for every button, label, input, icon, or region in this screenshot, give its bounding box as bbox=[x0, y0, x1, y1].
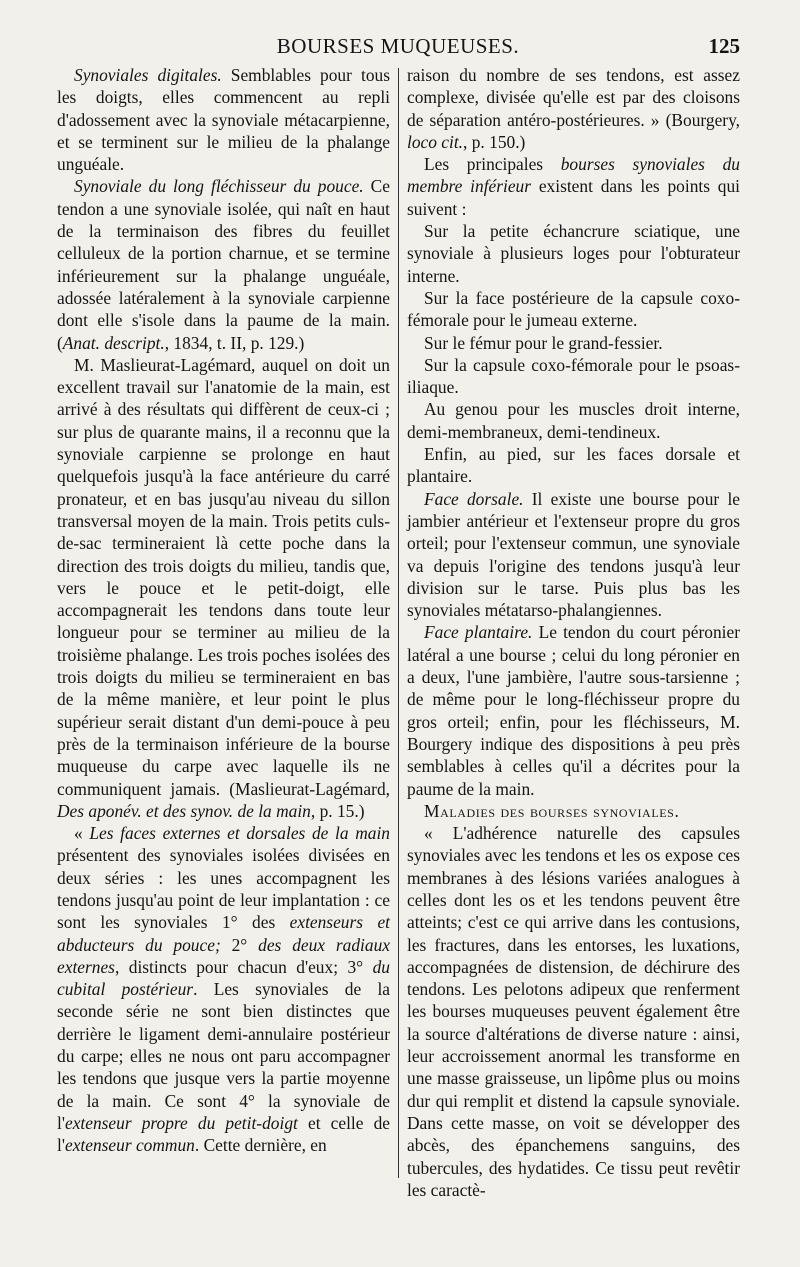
quote-mark: « bbox=[74, 823, 90, 844]
section-title: Face plantaire. bbox=[424, 622, 533, 643]
paragraph bbox=[57, 354, 390, 822]
running-header bbox=[56, 34, 740, 62]
paragraph bbox=[407, 64, 740, 153]
citation-detail: , p. 150.) bbox=[463, 131, 526, 152]
emphasis: extenseurs et abducteurs du pouce; bbox=[57, 912, 390, 955]
right-column bbox=[407, 64, 740, 1201]
column-divider bbox=[398, 68, 399, 1178]
heading-text: Maladies des bourses synoviales. bbox=[424, 800, 680, 821]
citation: Des aponév. et des synov. de la main bbox=[57, 800, 311, 821]
paragraph-text: Les principales bbox=[424, 154, 561, 175]
paragraph-text: Ce tendon a une synoviale isolée, qui naît en haut de la terminaison des fibres du feuillet celluleux de la portion charnue, et se termine inférieurement sur la phalange unguéale, adossée latéralement à la synoviale carpienne dont elle s'isole dans la paume de la main. ( bbox=[57, 176, 390, 353]
emphasis: extenseur commun bbox=[64, 1135, 195, 1156]
list-item: Sur la face postérieure de la capsule coxo-fémorale pour le jumeau externe. bbox=[407, 287, 740, 331]
running-title: BOURSES MUQUEUSES. bbox=[276, 34, 520, 58]
paragraph-text: Il existe une bourse pour le jambier antérieur et l'extenseur propre du gros orteil; pour l'extenseur commun, une synoviale va depuis l'origine des tendons jusqu'à leur division sur le tarse. Puis plus bas les synoviales métatarso-phalangiennes. bbox=[407, 488, 740, 621]
section-title: Face dorsale. bbox=[424, 488, 524, 509]
list-item: Sur le fémur pour le grand-fessier. bbox=[424, 332, 663, 353]
paragraph-text: Le tendon du court péronier latéral a une bourse ; celui du long péronier en a deux, l'une jambière, l'autre sous-tarsienne ; de même pour le long-fléchisseur propre du gros orteil; enfin, pour les fléchisseurs, M. Bourgery indique des dispositions à peu près semblables à celles qu'il a décrites pour la paume de la main. bbox=[407, 622, 740, 799]
section-heading bbox=[407, 800, 740, 822]
paragraph-text: raison du nombre de ses tendons, est assez complexe, divisée qu'elle est par des cloisons de séparation antéro-postérieures. » (Bourgery, bbox=[407, 65, 740, 130]
paragraph bbox=[407, 488, 740, 622]
paragraph-text: 2° bbox=[220, 934, 259, 955]
paragraph-text: et celle de l' bbox=[57, 1112, 390, 1156]
paragraph bbox=[57, 822, 390, 1156]
paragraph: « L'adhérence naturelle des capsules synoviales avec les tendons et les os expose ces membranes à des lésions variées analogues à celles dont les os et les tendons peuvent être atteints; c'est ce qui arrive dans les contusions, les fractures, dans les entorses, les luxations, accompagnées de distension, de déchirure des tendons. Les pelotons adipeux que renferment les bourses muqueuses peuvent également être la source d'altérations de diverse nature : ainsi, leur accroissement anormal les transforme en une masse graisseuse, un lipôme plus ou moins dur qui remplit et distend la capsule synoviale. Dans cette masse, on voit se développer des abcès, des épanchemens sanguins, des tubercules, des hydatides. Ce tissu peut revêtir les caractè- bbox=[407, 823, 740, 1200]
section-title: Synoviale du long fléchisseur du pouce. bbox=[74, 176, 364, 197]
citation: loco cit. bbox=[407, 131, 464, 152]
paragraph-text: M. Maslieurat-Lagémard, auquel on doit un excellent travail sur l'anatomie de la main, est arrivé à des résultats qui diffèrent de ceux-ci ; sur plus de quarante mains, il a reconnu que la synoviale carpienne se prolonge en haut quelquefois jusqu'à la face antérieure du carré pronateur, et en bas jusqu'au niveau du sillon transversal moyen de la main. Trois petits culs-de-sac termineraient là cette poche dans la direction des trois doigts du milieu, tandis que, vers le pouce et le petit-doigt, elle accompagnerait les tendons dans toute leur longueur pour se terminer au milieu de la troisième phalange. Les trois poches isolées des trois doigts du milieu se termineraient en bas de la même manière, et leur point le plus supérieur serait distant d'un demi-pouce à peu près de la terminaison inférieure de la bourse muqueuse du carpe avec laquelle ils ne communiquent jamais. (Maslieurat-Lagémard, bbox=[57, 354, 390, 799]
paragraph-text: , distincts pour chacun d'eux; 3° bbox=[114, 956, 373, 977]
emphasis: du cubital postérieur bbox=[57, 956, 390, 1000]
section-title: Les faces externes et dorsales de la main bbox=[89, 823, 390, 844]
paragraph-text: présentent des synoviales isolées divisées en deux séries : les unes accompagnent les tendons jusqu'au point de leur implantation : ce sont les synoviales 1° des bbox=[57, 845, 390, 933]
list-item: Sur la petite échancrure sciatique, une synoviale à plusieurs loges pour l'obturateur interne. bbox=[407, 221, 740, 286]
left-column bbox=[57, 64, 390, 1157]
paragraph bbox=[407, 153, 740, 220]
emphasis: bourses synoviales du membre inférieur bbox=[407, 154, 740, 197]
emphasis: extenseur propre du petit-doigt bbox=[64, 1112, 298, 1133]
section-title: Synoviales digitales. bbox=[74, 65, 222, 85]
paragraph bbox=[407, 621, 740, 799]
paragraph-text: . Cette dernière, en bbox=[194, 1135, 327, 1156]
page-number: 125 bbox=[708, 34, 740, 58]
paragraph-text: Semblables pour tous les doigts, elles commencent au repli d'adossement avec la synoviale métacarpienne, et se terminent sur le milieu de la phalange unguéale. bbox=[57, 65, 390, 175]
list-item: Sur la capsule coxo-fémorale pour le psoas-iliaque. bbox=[407, 354, 740, 398]
paragraph bbox=[57, 64, 390, 175]
emphasis: des deux radiaux externes bbox=[57, 934, 390, 977]
citation-detail: , p. 15.) bbox=[310, 800, 365, 821]
list-item: Au genou pour les muscles droit interne, demi-membraneux, demi-tendineux. bbox=[407, 399, 740, 442]
paragraph bbox=[57, 175, 390, 353]
citation-detail: , 1834, t. II, p. 129.) bbox=[164, 332, 305, 353]
list-item: Enfin, au pied, sur les faces dorsale et plantaire. bbox=[407, 444, 740, 487]
citation: Anat. descript. bbox=[62, 332, 165, 353]
paragraph-text: existent dans les points qui suivent : bbox=[407, 176, 740, 219]
paragraph-text: . Les synoviales de la seconde série ne sont bien distinctes que derrière le ligament demi-annulaire postérieur du carpe; elles ne nous ont paru accompagner les tendons que jusque vers la partie moyenne de la main. Ce sont 4° la synoviale de l' bbox=[57, 979, 391, 1133]
